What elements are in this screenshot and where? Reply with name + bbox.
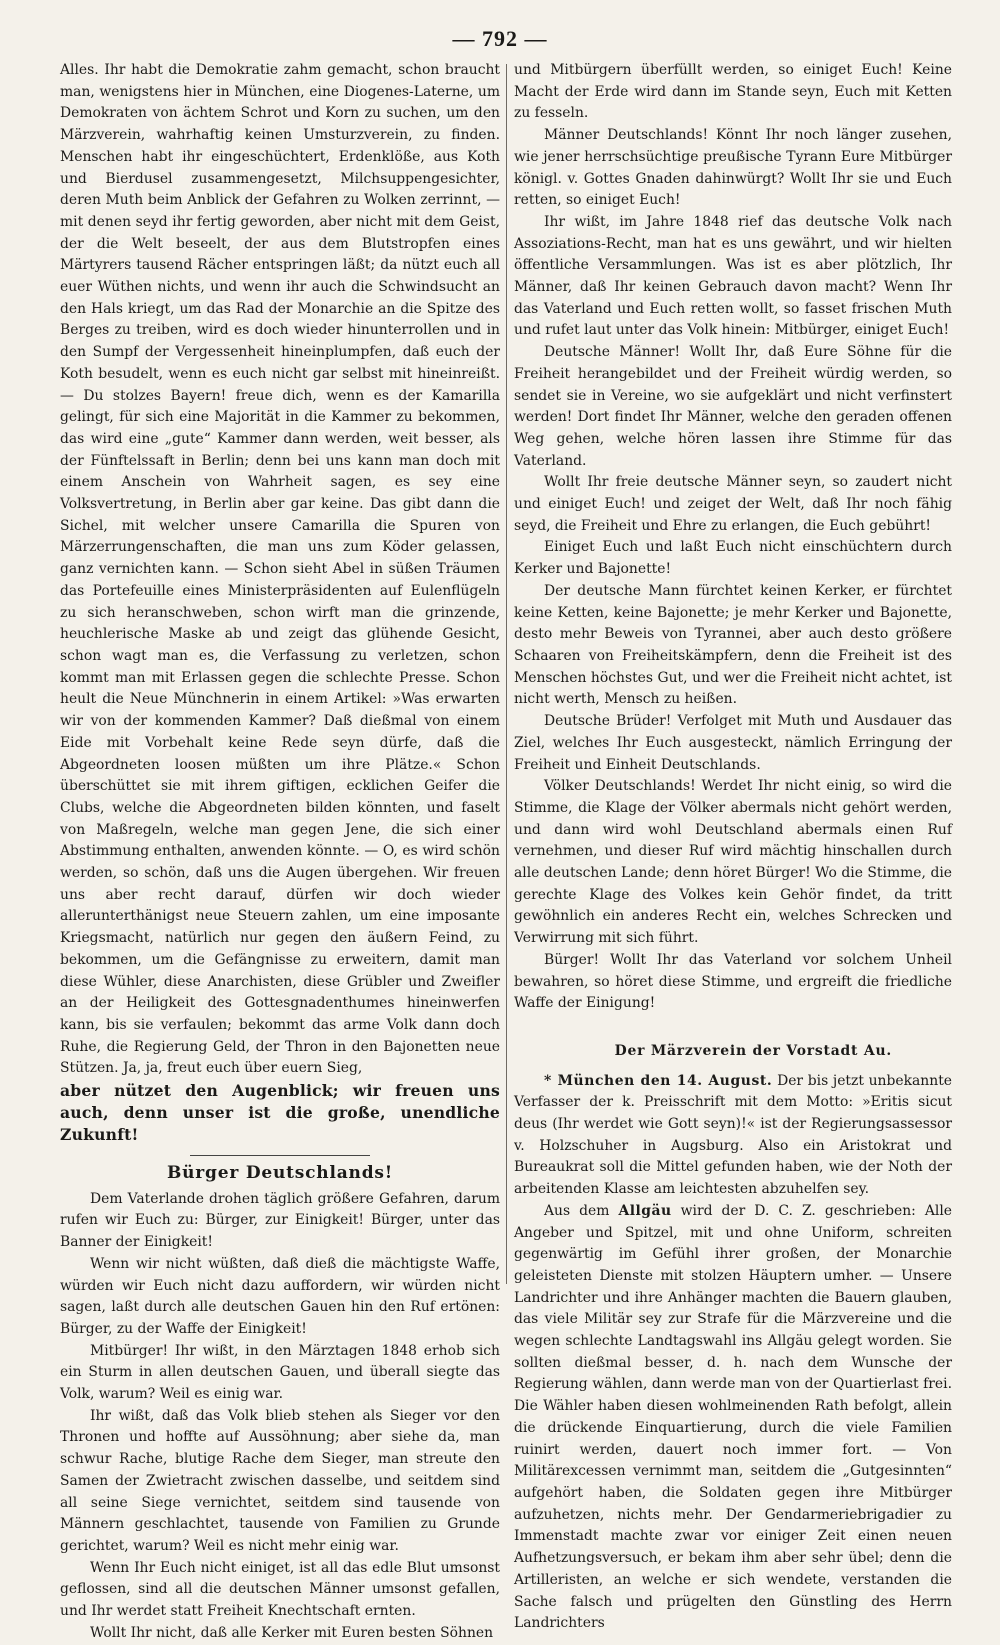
left-column — [60, 60, 500, 1641]
body-paragraph: Deutsche Brüder! Verfolget mit Muth und Ausdauer das Ziel, welches Ihr Euch ausgesteckt, nämlich Erringung der Freiheit und Einheit Deutschlands. — [514, 713, 952, 773]
article-paragraph: Ihr wißt, daß das Volk blieb stehen als Sieger vor den Thronen und hoffte auf Aussöhnung; aber siehe da, man schwur Rache, blutige Rache dem Sieger, man streute den Samen der Zwietracht zwischen dasselbe, und seitdem sind all seine Siege vernichtet, seitdem sind tausende von Männern geschlachtet, tausende von Familien zu Grunde gerichtet, warum? Weil es nicht mehr einig war. — [60, 1407, 500, 1554]
news-item — [514, 1071, 952, 1201]
body-paragraph: Bürger! Wollt Ihr das Vaterland vor solchem Unheil bewahren, so höret diese Stimme, und ergreift die friedliche Waffe der Einigung! — [514, 951, 952, 1012]
body-paragraph: Ihr wißt, im Jahre 1848 rief das deutsche Volk nach Assoziations-Recht, man hat es uns gewährt, und wir hielten öffentliche Versammlungen. Was ist es aber plötzlich, Ihr Männer, daß Ihr keinen Gebrauch davon macht? Wenn Ihr das Vaterland und Euch retten wollt, so fasset frischen Muth und rufet laut unter das Volk hinein: Mitbürger, einiget Euch! — [514, 213, 952, 339]
page-number: — 792 — — [452, 26, 548, 51]
body-paragraph: Wollt Ihr freie deutsche Männer seyn, so zaudert nicht und einiget Euch! und zeiget der Welt, daß Ihr noch fähig seyd, die Freiheit und Ehre zu erlangen, die Euch gebührt! — [514, 474, 952, 534]
body-paragraph: und Mitbürgern überfüllt werden, so einiget Euch! Keine Macht der Erde wird dann im Stande seyn, Euch mit Ketten zu fesseln. — [514, 62, 952, 122]
article-signature: Der Märzverein der Vorstadt Au. — [614, 1042, 892, 1059]
article-title: Bürger Deutschlands! — [166, 1163, 394, 1184]
column-divider — [506, 64, 507, 1284]
body-paragraph: Männer Deutschlands! Könnt Ihr noch länger zusehen, wie jener herrschsüchtige preußische Tyrann Eure Mitbürger königl. v. Gottes Gnaden dahinwürgt? Wollt Ihr sie und Euch retten, so einiget Euch! — [514, 127, 952, 209]
section-rule — [190, 1155, 370, 1156]
news-dateline: * München den 14. August. — [544, 1072, 773, 1089]
news-lead: Aus dem — [544, 1202, 610, 1219]
body-paragraph: Alles. Ihr habt die Demokratie zahm gemacht, schon braucht man, wenigstens hier in München, eine Diogenes-Laterne, um Demokraten von ächtem Schrot und Korn zu suchen, um den Märzverein, wahrhaftig keinen Umsturzverein, zu finden. Menschen habt ihr eingeschüchtert, Erdenklöße, aus Koth und Bierdusel zusammengesetzt, Milchsuppengesichter, deren Muth beim Anblick der Gefahren zu Wolken zerrinnt, — mit denen seyd ihr fertig geworden, aber nicht mit dem Geist, der die Welt beseelt, der aus dem Blutstropfen eines Märtyrers tausend Rächer entspringen läßt; da nützt euch all euer Wüthen nichts, und wenn ihr auch die Schwindsucht an den Hals kriegt, um das Rad der Monarchie an die Spitze des Berges zu treiben, wird es doch wieder hinunterrollen und in den Sumpf der Vergessenheit hineinplumpfen, daß euch der Koth besudelt, wenn es euch nicht gar selbst mit hineinreißt. — Du stolzes Bayern! freue dich, wenn es der Kamarilla gelingt, für sich eine Majorität in die Kammer zu bekommen, das wird eine „gute“ Kammer dann werden, weit besser, als der Fünftelssaft in Berlin; denn bei uns kann man doch mit einem Anschein von Wahrheit sagen, es sey eine Volksvertretung, in Berlin aber gar keine. Das gibt dann die Sichel, mit welcher unsere Camarilla die Spuren von Märzerrungenschaften, die man uns zum Köder gelassen, ganz vernichten kann. — Schon sieht Abel in süßen Träumen das Portefeuille eines Ministerpräsidenten auf Eulenflügeln zu sich heranschweben, schon wirft man die grinzende, heuchlerische Maske ab und zeigt das glühende Gesicht, schon wagt man es, die Verfassung zu verletzen, schon kommt man mit Erlassen gegen die schlechte Presse. Schon heult die Neue Münchnerin in einem Artikel: »Was erwarten wir von der kommenden Kammer? Daß dießmal von einem Eide mit Vorbehalt keine Rede seyn dürfe, daß die Abgeordneten loosen müßten um ihre Plätze.« Schon überschüttet sie mit ihrem giftigen, ecklichen Geifer die Clubs, welche die Abgeordneten bilden könnten, und faselt von Maßregeln, welche man gegen Jene, die sich einer Abstimmung enthalten, anwenden könnte. — O, es wird schön werden, so schön, daß uns die Augen übergehen. Wir freuen uns aber recht darauf, dürfen wir doch wieder allerunterthänigst neue Steuern zahlen, um eine imposante Kriegsmacht, natürlich nur gegen den äußern Feind, zu bekommen, um die Gefängnisse zu erweitern, damit man diese Wühler, diese Anarchisten, diese Grübler und Zweifler an der Heiligkeit des Gottesgnadenthumes hineinwerfen kann, bis sie verfaulen; bekommt das arme Volk dann doch Ruhe, die Regierung Geld, der Thron in den Bajonetten neue Stützen. Ja, ja, freut euch über euern Sieg, — [60, 62, 500, 1077]
body-paragraph: Der deutsche Mann fürchtet keinen Kerker, er fürchtet keine Ketten, keine Bajonette; je mehr Kerker und Bajonette, desto mehr Beweis von Tyrannei, aber auch desto größere Schaaren von Freiheitskämpfern, denn die Freiheit ist des Menschen höchstes Gut, und wer die Freiheit nicht achtet, ist nicht werth, Mensch zu heißen. — [514, 582, 952, 708]
article-paragraph: Mitbürger! Ihr wißt, in den Märztagen 1848 erhob sich ein Sturm in allen deutschen Gauen, und überall siegte das Volk, warum? Weil es einig war. — [60, 1342, 500, 1403]
news-text: wird der D. C. Z. geschrieben: Alle Angeber und Spitzel, mit und ohne Uniform, schreiten gegenwärtig im Gefühl ihrer großen, der Monarchie geleisteten Dienste mit stolzen Häuptern umher. — Unsere Landrichter und ihre Anhänger machten die Bauern glauben, das viele Militär sey zur Strafe für die Märzvereine und die wegen schlechte Landtagswahl ins Allgäu gelegt worden. Sie sollten dießmal besser, d. h. nach dem Wunsche der Regierung wählen, dann werde man von der Quartierlast frei. Die Wähler haben diesen wohlmeinenden Rath befolgt, allein die drückende Einquartierung, durch die viele Familien ruinirt werden, dauert noch immer fort. — Von Militärexcessen vernimmt man, seitdem die „Gutgesinnten“ aufgehört haben, die Soldaten gegen ihre Mitbürger aufzuhetzen, nichts mehr. Der Gendarmeriebrigadier zu Immenstadt machte zwar vor einiger Zeit einen neuen Aufhetzungsversuch, er bekam ihm aber sehr übel; denn die Artilleristen, an welche er sich wendete, verstanden die Sache falsch und prügelten den Günstling des Herrn Landrichters — [514, 1202, 952, 1632]
closing-bold-line: aber nützet den Augenblick; wir freuen uns auch, denn unser ist die große, unendliche Zukunft! — [60, 1081, 500, 1145]
body-paragraph: Einiget Euch und laßt Euch nicht einschüchtern durch Kerker und Bajonette! — [514, 539, 952, 578]
right-column — [514, 60, 952, 1632]
article-paragraph: Dem Vaterlande drohen täglich größere Gefahren, darum rufen wir Euch zu: Bürger, zur Einigkeit! Bürger, unter das Banner der Einigkeit! — [60, 1190, 500, 1251]
article-paragraph: Wenn Ihr Euch nicht einiget, ist all das edle Blut umsonst geflossen, sind all die deutschen Männer umsonst gefallen, und Ihr werdet statt Freiheit Knechtschaft ernten. — [60, 1559, 500, 1620]
body-paragraph: Völker Deutschlands! Werdet Ihr nicht einig, so wird die Stimme, die Klage der Völker abermals nicht gehört werden, und dann wird wohl Deutschland abermals einen Ruf vernehmen, und dieser Ruf wird mächtig hinschallen durch alle deutschen Lande; denn höret Bürger! Wo die Stimme, die gerechte Klage des Volkes kein Gehör findet, da tritt gewöhnlich ein anderes Recht ein, welches Schrecken und Verwirrung mit sich führt. — [514, 778, 952, 947]
body-paragraph: Deutsche Männer! Wollt Ihr, daß Eure Söhne für die Freiheit herangebildet und der Freiheit würdig werden, so sendet sie in Vereine, wo sie aufgeklärt und nicht verfinstert werden! Dort findet Ihr Männer, welche den geraden offenen Weg gehen, welche hören lassen ihre Stimme für das Vaterland. — [514, 344, 952, 469]
news-place: Allgäu — [618, 1202, 672, 1219]
article-paragraph: Wollt Ihr nicht, daß alle Kerker mit Euren besten Söhnen — [90, 1624, 494, 1641]
article-paragraph: Wenn wir nicht wüßten, daß dieß die mächtigste Waffe, würden wir Euch nicht dazu auffordern, wir würden nicht sagen, laßt durch alle deutschen Gauen hin den Ruf ertönen: Bürger, zu der Waffe der Einigkeit! — [60, 1255, 500, 1337]
news-text: Der bis jetzt unbekannte Verfasser der k. Preisschrift mit dem Motto: »Eritis sicut deus (Ihr werdet wie Gott seyn)!« ist der Regierungsassessor v. Holzschuher in Augsburg. Also ein Aristokrat und Bureaukrat soll die Mittel gefunden haben, wie der Noth der arbeitenden Klasse am leichtesten abzuhelfen sey. — [514, 1072, 952, 1198]
news-item — [514, 1201, 952, 1635]
